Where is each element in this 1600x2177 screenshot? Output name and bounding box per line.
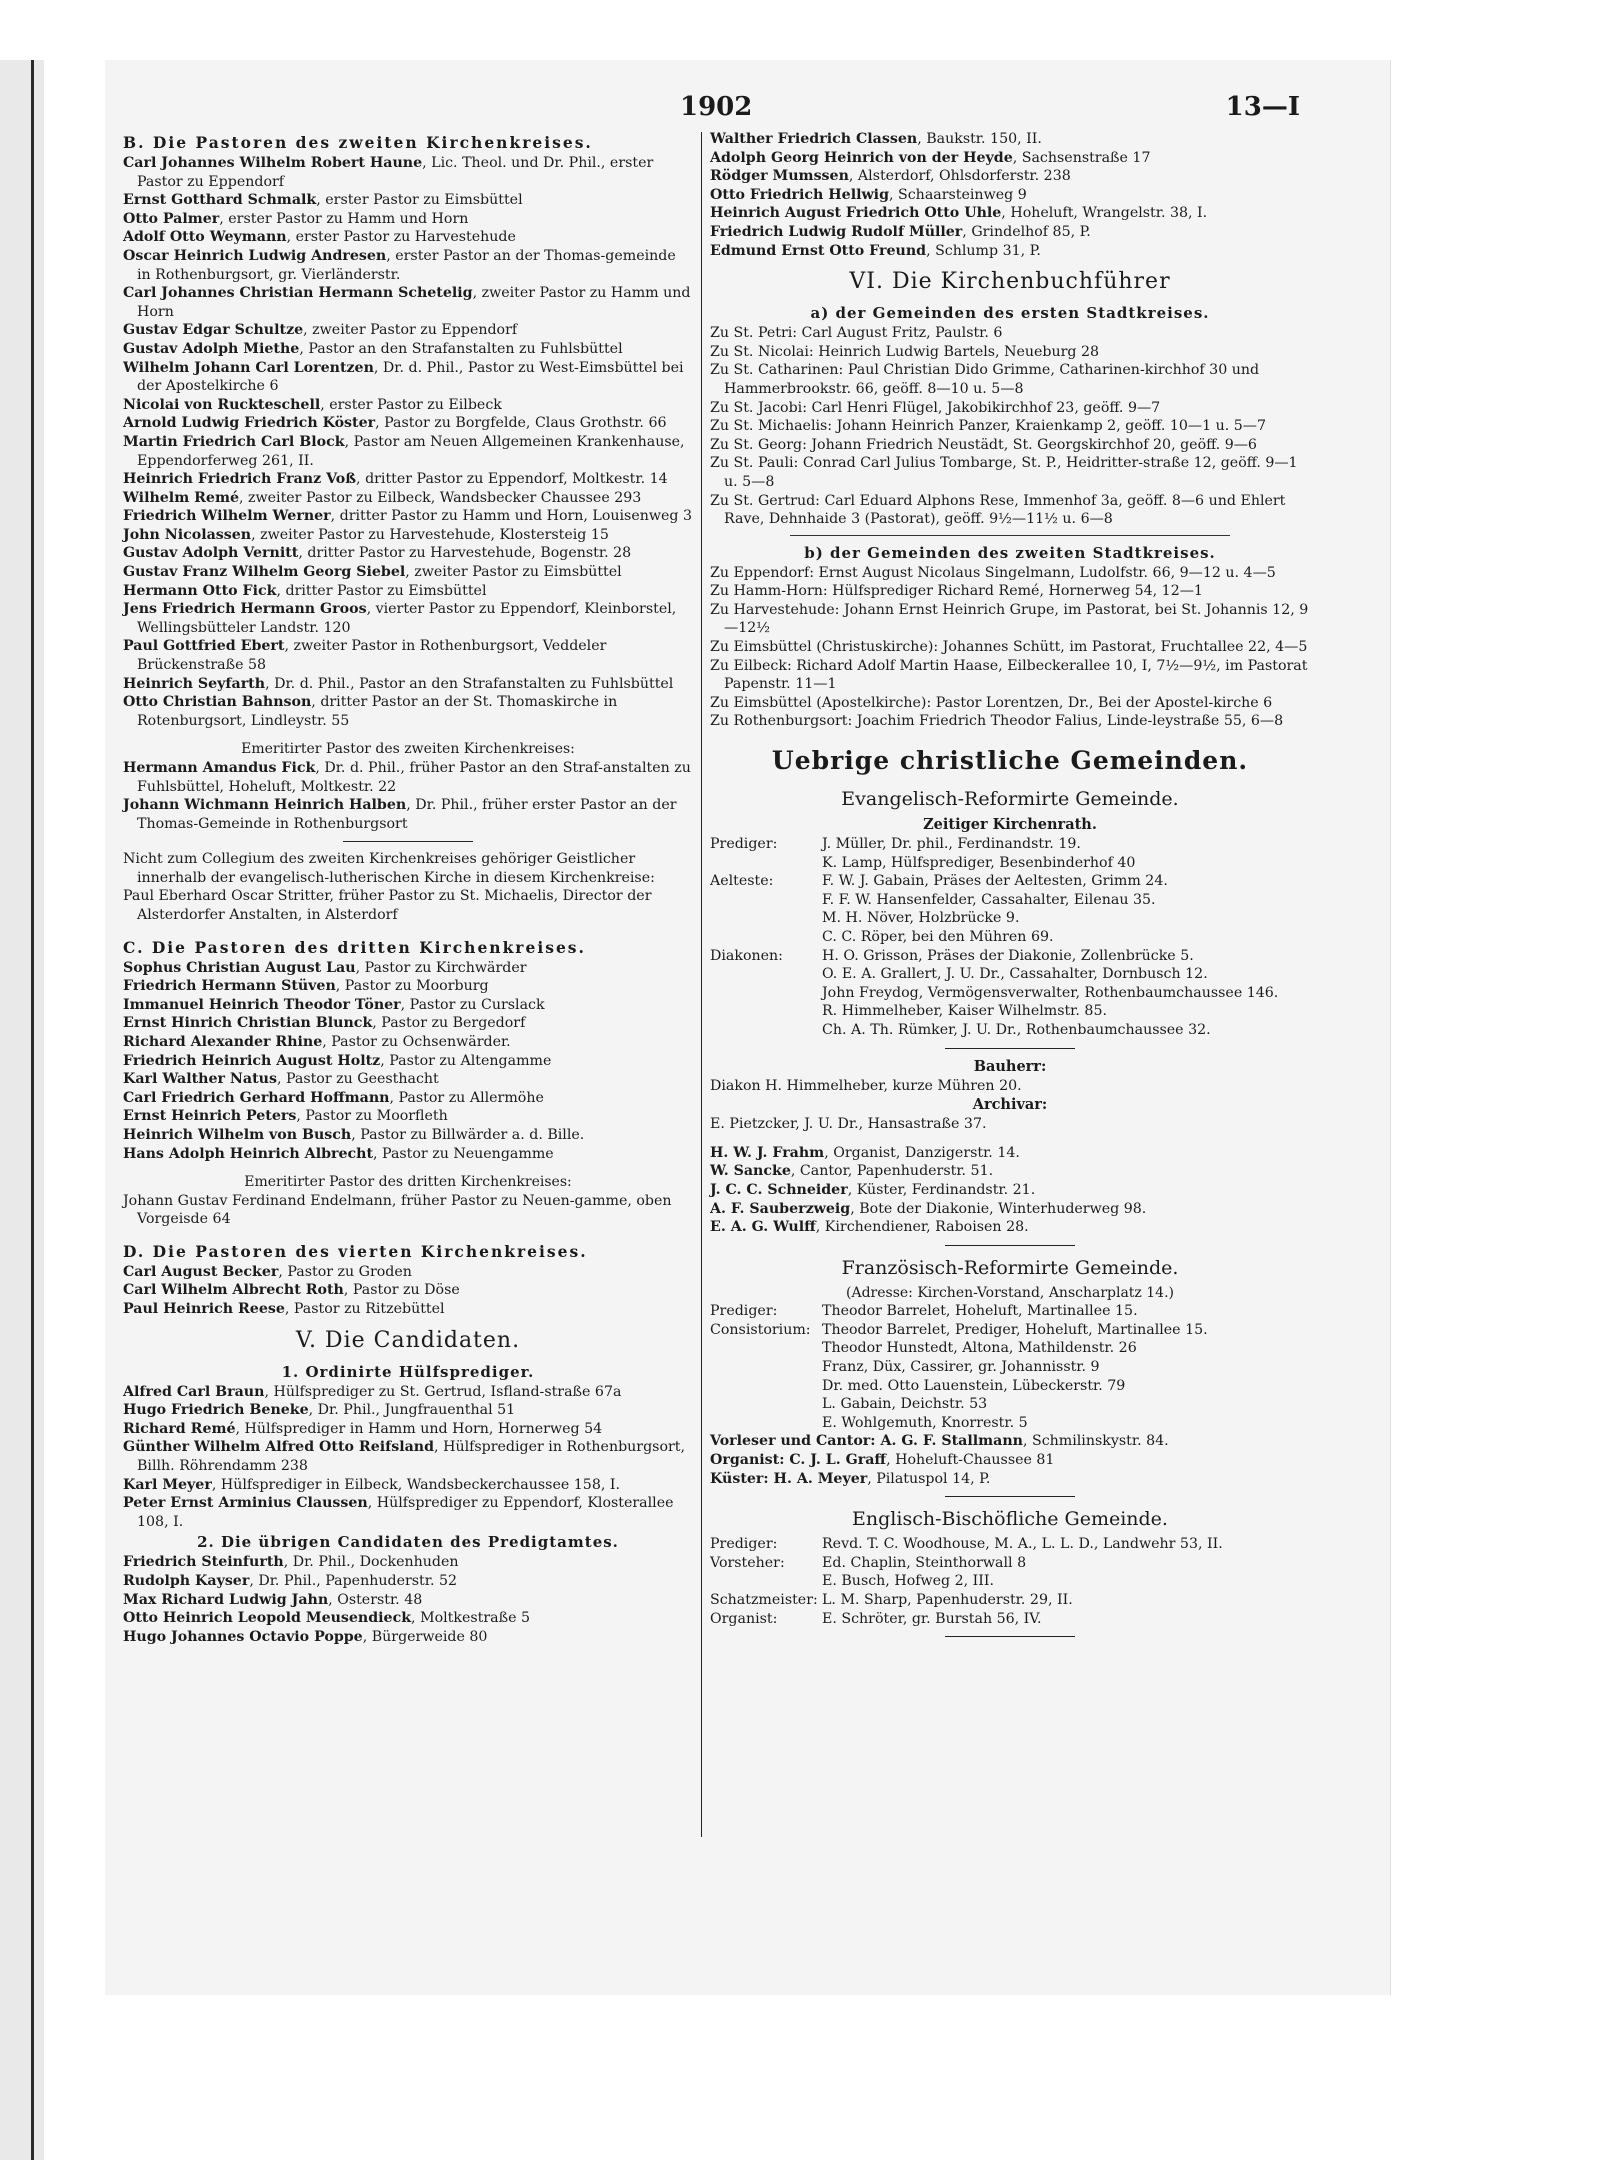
officer-entry: L. M. Sharp, Papenhuderstr. 29, II. — [822, 1591, 1073, 1608]
archivar-entry: E. Pietzcker, J. U. Dr., Hansastraße 37. — [710, 1116, 987, 1133]
document-page — [105, 60, 1391, 1995]
emeritus-c-entry: Johann Gustav Ferdinand Endelmann, früher Pastor zu Neuen-gamme, oben Vorgeisde 64 — [123, 1192, 672, 1228]
list-entry: Edmund Ernst Otto Freund, Schlump 31, P. — [710, 242, 1041, 259]
list-entry: Zu Eimsbüttel (Christuskirche): Johannes Schütt, im Pastorat, Fruchtallee 22, 4—5 — [710, 639, 1308, 656]
list-entry: Heinrich August Friedrich Otto Uhle, Hoheluft, Wrangelstr. 38, I. — [710, 205, 1208, 222]
table-french-consistory — [710, 1302, 1310, 1432]
list-entry: Günther Wilhelm Alfred Otto Reifsland, Hülfsprediger in Rothenburgsort, Billh. Röhrendamm 238 — [123, 1439, 685, 1475]
subheading-first-district: a) der Gemeinden des ersten Stadtkreises. — [810, 304, 1210, 323]
list-entry: Friedrich Steinfurth, Dr. Phil., Dockenhuden — [123, 1554, 459, 1571]
list-entry: Zu St. Michaelis: Johann Heinrich Panzer, Kraienkamp 2, geöff. 10—1 u. 5—7 — [710, 418, 1267, 435]
list-entry: Zu Eppendorf: Ernst August Nicolaus Singelmann, Ludolfstr. 66, 9—12 u. 4—5 — [710, 564, 1276, 581]
officer-row — [710, 835, 1310, 854]
heading-french-reformed: Französisch-Reformirte Gemeinde. — [841, 1256, 1179, 1279]
officer-entry: Theodor Hunstedt, Altona, Mathildenstr. 26 — [822, 1340, 1137, 1357]
officer-row — [710, 1610, 1310, 1629]
list-entry: Wilhelm Remé, zweiter Pastor zu Eilbeck, Wandsbecker Chaussee 293 — [123, 489, 642, 506]
list-entry: Jens Friedrich Hermann Groos, vierter Pastor zu Eppendorf, Kleinborstel, Wellingsbütteler Landstr. 120 — [123, 601, 677, 636]
list-entry: Hermann Otto Fick, dritter Pastor zu Eimsbüttel — [123, 582, 487, 599]
list-candidates-other — [123, 1553, 693, 1646]
right-column — [710, 130, 1310, 1645]
officer-row — [710, 984, 1310, 1003]
officer-entry: M. H. Növer, Holzbrücke 9. — [822, 910, 1020, 927]
list-registrars-second — [710, 564, 1310, 731]
note-b: Nicht zum Collegium des zweiten Kirchenkreises gehöriger Geistlicher innerhalb der evangelisch-lutherischen Kirche in diesem Kirchenkreise: — [123, 851, 655, 886]
officer-entry: K. Lamp, Hülfsprediger, Besenbinderhof 40 — [822, 854, 1136, 871]
emeritus-b-heading: Emeritirter Pastor des zweiten Kirchenkreises: — [241, 741, 575, 758]
list-entry: Ernst Hinrich Christian Blunck, Pastor zu Bergedorf — [123, 1015, 526, 1032]
list-pastors-d — [123, 1263, 693, 1319]
list-entry: Ernst Gotthard Schmalk, erster Pastor zu Eimsbüttel — [123, 192, 523, 209]
officer-entry: F. W. J. Gabain, Präses der Aeltesten, Grimm 24. — [822, 873, 1168, 890]
header-page-number: 13—I — [1225, 92, 1300, 122]
officer-entry: Revd. T. C. Woodhouse, M. A., L. L. D., Landwehr 53, II. — [822, 1536, 1223, 1553]
officer-role — [710, 965, 822, 984]
list-entry: Zu St. Jacobi: Carl Henri Flügel, Jakobikirchhof 23, geöff. 9—7 — [710, 399, 1161, 416]
list-entry: Martin Friedrich Carl Block, Pastor am Neuen Allgemeinen Krankenhause, Eppendorferweg 261, II. — [123, 433, 685, 469]
list-entry: Rödger Mumssen, Alsterdorf, Ohlsdorferstr. 238 — [710, 168, 1071, 185]
list-entry: Adolf Otto Weymann, erster Pastor zu Harvestehude — [123, 229, 516, 246]
officer-row — [710, 1572, 1310, 1591]
list-entry: Immanuel Heinrich Theodor Töner, Pastor zu Curslack — [123, 996, 545, 1013]
officer-entry: C. C. Röper, bei den Mühren 69. — [822, 929, 1054, 945]
list-emeritus-b — [123, 759, 693, 833]
list-continued-candidates — [710, 130, 1310, 260]
list-entry: Richard Alexander Rhine, Pastor zu Ochsenwärder. — [123, 1034, 511, 1051]
list-evangelical-staff — [710, 1144, 1310, 1237]
subheading-second-district: b) der Gemeinden des zweiten Stadtkreises. — [804, 543, 1216, 562]
divider-rule — [945, 1496, 1075, 1497]
list-entry: H. W. J. Frahm, Organist, Danzigerstr. 14. — [710, 1144, 1020, 1161]
heading-english-episcopal: Englisch-Bischöfliche Gemeinde. — [852, 1508, 1168, 1531]
list-entry: Küster: H. A. Meyer, Pilatuspol 14, P. — [710, 1470, 991, 1487]
list-entry: Arnold Ludwig Friedrich Köster, Pastor zu Borgfelde, Claus Grothstr. 66 — [123, 415, 667, 432]
section-heading-c: C. Die Pastoren des dritten Kirchenkreises. — [123, 937, 586, 957]
header-year: 1902 — [680, 92, 753, 122]
officer-entry: J. Müller, Dr. phil., Ferdinandstr. 19. — [822, 836, 1081, 853]
list-entry: Gustav Edgar Schultze, zweiter Pastor zu Eppendorf — [123, 322, 518, 339]
list-entry: Otto Christian Bahnson, dritter Pastor an der St. Thomaskirche in Rotenburgsort, Lindleystr. 55 — [123, 694, 618, 729]
list-entry: Johann Wichmann Heinrich Halben, Dr. Phil., früher erster Pastor an der Thomas-Gemeinde in Rothenburgsort — [123, 797, 677, 832]
officer-row — [710, 1414, 1310, 1433]
officer-entry: E. Schröter, gr. Burstah 56, IV. — [822, 1610, 1042, 1627]
list-entry: Zu St. Catharinen: Paul Christian Dido Grimme, Catharinen-kirchhof 30 und Hammerbrookstr. 66, geöff. 8—10 u. 5—8 — [710, 362, 1260, 397]
officer-role — [710, 928, 822, 947]
emeritus-c-heading: Emeritirter Pastor des dritten Kirchenkreises: — [244, 1174, 572, 1191]
officer-row — [710, 1339, 1310, 1358]
list-entry: Zu Rothenburgsort: Joachim Friedrich Theodor Falius, Linde-leystraße 55, 6—8 — [710, 713, 1284, 730]
list-entry: Gustav Adolph Miethe, Pastor an den Strafanstalten zu Fuhlsbüttel — [123, 340, 623, 357]
divider-rule — [790, 535, 1230, 536]
list-entry: Karl Walther Natus, Pastor zu Geesthacht — [123, 1071, 439, 1088]
scan-edge — [0, 60, 44, 2160]
list-entry: Friedrich Wilhelm Werner, dritter Pastor zu Hamm und Horn, Louisenweg 3 — [123, 508, 693, 525]
list-entry: Carl Johannes Wilhelm Robert Haune, Lic. Theol. und Dr. Phil., erster Pastor zu Eppendorf — [123, 155, 654, 190]
officer-role: Prediger: — [710, 1303, 778, 1320]
list-entry: Carl Johannes Christian Hermann Schetelig, zweiter Pastor zu Hamm und Horn — [123, 285, 691, 320]
list-pastors-b — [123, 154, 693, 730]
officer-role: Consistorium: — [710, 1321, 811, 1338]
list-entry: Zu St. Gertrud: Carl Eduard Alphons Rese, Immenhof 3a, geöff. 8—6 und Ehlert Rave, Dehnhaide 3 (Pastorat), geöff. 9½—11½ u. 6—8 — [710, 492, 1286, 528]
officer-row — [710, 1002, 1310, 1021]
officer-row — [710, 1535, 1310, 1554]
officer-entry: H. O. Grisson, Präses der Diakonie, Zollenbrücke 5. — [822, 947, 1194, 964]
list-entry: Peter Ernst Arminius Claussen, Hülfsprediger zu Eppendorf, Klosterallee 108, I. — [123, 1495, 674, 1530]
list-registrars-first — [710, 324, 1310, 529]
page-header — [105, 92, 1390, 132]
officer-role — [710, 1358, 822, 1377]
divider-rule — [945, 1636, 1075, 1637]
officer-row — [710, 872, 1310, 891]
heading-other-congregations: Uebrige christliche Gemeinden. — [771, 746, 1249, 776]
officer-role: Schatzmeister: — [710, 1591, 818, 1608]
officer-row — [710, 1358, 1310, 1377]
bauherr-entry: Diakon H. Himmelheber, kurze Mühren 20. — [710, 1077, 1022, 1094]
heading-evangelical-reformed: Evangelisch-Reformirte Gemeinde. — [841, 788, 1179, 811]
list-pastors-c — [123, 959, 693, 1164]
officer-row — [710, 1377, 1310, 1396]
officer-row — [710, 909, 1310, 928]
list-entry: Hugo Johannes Octavio Poppe, Bürgerweide 80 — [123, 1628, 488, 1645]
officer-entry: John Freydog, Vermögensverwalter, Rothenbaumchaussee 146. — [822, 984, 1279, 1001]
officer-role — [710, 1572, 822, 1591]
list-entry: Vorleser und Cantor: A. G. F. Stallmann, Schmilinskystr. 84. — [710, 1433, 1169, 1450]
list-entry: Wilhelm Johann Carl Lorentzen, Dr. d. Phil., Pastor zu West-Eimsbüttel bei der Apostelkirche 6 — [123, 359, 684, 395]
list-entry: Alfred Carl Braun, Hülfsprediger zu St. Gertrud, Isfland-straße 67a — [123, 1383, 622, 1400]
officer-role — [710, 854, 822, 873]
list-entry: Adolph Georg Heinrich von der Heyde, Sachsenstraße 17 — [710, 149, 1151, 166]
officer-row — [710, 1302, 1310, 1321]
officer-role — [710, 909, 822, 928]
officer-role: Prediger: — [710, 1536, 778, 1553]
list-entry: Organist: C. J. L. Graff, Hoheluft-Chaussee 81 — [710, 1451, 1055, 1468]
list-entry: Carl Friedrich Gerhard Hoffmann, Pastor zu Allermöhe — [123, 1089, 544, 1106]
officer-role — [710, 1377, 822, 1396]
list-entry: Zu Harvestehude: Johann Ernst Heinrich Grupe, im Pastorat, bei St. Johannis 12, 9—12½ — [710, 601, 1309, 637]
list-entry: Rudolph Kayser, Dr. Phil., Papenhuderstr. 52 — [123, 1573, 458, 1589]
section-heading-vi: VI. Die Kirchenbuchführer — [849, 269, 1171, 295]
list-entry: Friedrich Heinrich August Holtz, Pastor zu Altengamme — [123, 1052, 552, 1069]
officer-row — [710, 1554, 1310, 1573]
officer-entry: E. Busch, Hofweg 2, III. — [822, 1573, 994, 1590]
list-entry: Hans Adolph Heinrich Albrecht, Pastor zu Neuengamme — [123, 1145, 554, 1162]
divider-rule — [945, 1048, 1075, 1049]
officer-role — [710, 1414, 822, 1433]
officer-row — [710, 854, 1310, 873]
officer-entry: Franz, Düx, Cassirer, gr. Johannisstr. 9 — [822, 1359, 1100, 1375]
officer-entry: Theodor Barrelet, Hoheluft, Martinallee 15. — [822, 1303, 1138, 1320]
section-heading-v: V. Die Candidaten. — [295, 1327, 521, 1353]
officer-role: Prediger: — [710, 836, 778, 853]
subheading-church-council: Zeitiger Kirchenrath. — [923, 816, 1097, 834]
officer-entry: L. Gabain, Deichstr. 53 — [822, 1396, 988, 1413]
list-entry: Otto Palmer, erster Pastor zu Hamm und Horn — [123, 210, 469, 227]
list-entry: Friedrich Hermann Stüven, Pastor zu Moorburg — [123, 978, 489, 995]
list-entry: Zu Eilbeck: Richard Adolf Martin Haase, Eilbeckerallee 10, I, 7½—9½, im Pastorat Papenstr. 11—1 — [710, 657, 1308, 693]
list-entry: E. A. G. Wulff, Kirchendiener, Raboisen 28. — [710, 1219, 1029, 1236]
list-entry: Zu Eimsbüttel (Apostelkirche): Pastor Lorentzen, Dr., Bei der Apostel-kirche 6 — [710, 694, 1273, 711]
list-entry: Heinrich Wilhelm von Busch, Pastor zu Billwärder a. d. Bille. — [123, 1127, 585, 1143]
officer-entry: Dr. med. Otto Lauenstein, Lübeckerstr. 79 — [822, 1377, 1126, 1394]
column-divider — [701, 132, 702, 1837]
officer-role: Vorsteher: — [710, 1554, 785, 1571]
list-candidates-ordained — [123, 1383, 693, 1532]
subheading-other-candidates: 2. Die übrigen Candidaten des Predigtamtes. — [197, 1533, 619, 1552]
officer-entry: O. E. A. Grallert, J. U. Dr., Cassahalter, Dornbusch 12. — [822, 966, 1208, 983]
officer-entry: Ch. A. Th. Rümker, J. U. Dr., Rothenbaumchaussee 32. — [822, 1021, 1211, 1038]
list-entry: Carl August Becker, Pastor zu Groden — [123, 1263, 412, 1280]
officer-row — [710, 947, 1310, 966]
officer-row — [710, 965, 1310, 984]
table-english-officers — [710, 1535, 1310, 1628]
list-entry: Nicolai von Ruckteschell, erster Pastor zu Eilbeck — [123, 396, 502, 413]
list-entry: Karl Meyer, Hülfsprediger in Eilbeck, Wandsbeckerchaussee 158, I. — [123, 1476, 620, 1493]
officer-entry: R. Himmelheber, Kaiser Wilhelmstr. 85. — [822, 1003, 1107, 1020]
list-entry: Ernst Heinrich Peters, Pastor zu Moorfleth — [123, 1108, 448, 1125]
list-entry: Zu St. Nicolai: Heinrich Ludwig Bartels, Neueburg 28 — [710, 343, 1100, 360]
officer-role — [710, 1339, 822, 1358]
list-entry: Paul Gottfried Ebert, zweiter Pastor in Rothenburgsort, Veddeler Brückenstraße 58 — [123, 638, 607, 674]
list-entry: Zu St. Pauli: Conrad Carl Julius Tombarge, St. P., Heidritter-straße 12, geöff. 9—1 u. 5—8 — [710, 455, 1298, 490]
list-entry: Heinrich Friedrich Franz Voß, dritter Pastor zu Eppendorf, Moltkestr. 14 — [123, 471, 668, 488]
officer-row — [710, 928, 1310, 947]
heading-bauherr: Bauherr: — [973, 1057, 1047, 1075]
officer-role — [710, 1395, 822, 1414]
list-entry: Hermann Amandus Fick, Dr. d. Phil., früher Pastor an den Straf-anstalten zu Fuhlsbüttel, Hoheluft, Moltkestr. 22 — [123, 759, 691, 795]
list-entry: Heinrich Seyfarth, Dr. d. Phil., Pastor an den Strafanstalten zu Fuhlsbüttel — [123, 675, 674, 692]
section-heading-d: D. Die Pastoren des vierten Kirchenkreises. — [123, 1241, 588, 1261]
officer-row — [710, 1395, 1310, 1414]
officer-row — [710, 1591, 1310, 1610]
list-entry: Gustav Franz Wilhelm Georg Siebel, zweiter Pastor zu Eimsbüttel — [123, 564, 622, 581]
list-entry: Sophus Christian August Lau, Pastor zu Kirchwärder — [123, 959, 527, 976]
table-evangelical-council — [710, 835, 1310, 1040]
officer-row — [710, 1021, 1310, 1040]
list-entry: Friedrich Ludwig Rudolf Müller, Grindelhof 85, P. — [710, 223, 1091, 240]
list-entry: Zu St. Georg: Johann Friedrich Neustädt, St. Georgskirchhof 20, geöff. 9—6 — [710, 436, 1257, 453]
officer-role — [710, 891, 822, 910]
list-entry: Zu St. Petri: Carl August Fritz, Paulstr. 6 — [710, 325, 1003, 342]
list-entry: J. C. C. Schneider, Küster, Ferdinandstr. 21. — [710, 1181, 1036, 1198]
officer-entry: F. F. W. Hansenfelder, Cassahalter, Eilenau 35. — [822, 891, 1156, 908]
list-entry: Max Richard Ludwig Jahn, Osterstr. 48 — [123, 1591, 423, 1608]
list-entry: Otto Friedrich Hellwig, Schaarsteinweg 9 — [710, 186, 1027, 203]
scan-binding-line — [31, 60, 34, 2160]
officer-role: Aelteste: — [710, 873, 774, 890]
list-entry: Zu Hamm-Horn: Hülfsprediger Richard Remé, Hornerweg 54, 12—1 — [710, 583, 1203, 600]
french-address: (Adresse: Kirchen-Vorstand, Anscharplatz 14.) — [846, 1284, 1174, 1301]
list-entry: John Nicolassen, zweiter Pastor zu Harvestehude, Klostersteig 15 — [123, 526, 609, 543]
list-french-staff — [710, 1432, 1310, 1488]
subheading-ordained: 1. Ordinirte Hülfsprediger. — [281, 1362, 535, 1381]
officer-role: Organist: — [710, 1610, 778, 1627]
officer-entry: Ed. Chaplin, Steinthorwall 8 — [822, 1554, 1027, 1571]
list-entry: Carl Wilhelm Albrecht Roth, Pastor zu Döse — [123, 1282, 460, 1299]
list-entry: Walther Friedrich Classen, Baukstr. 150, II. — [710, 131, 1042, 147]
officer-role — [710, 1002, 822, 1021]
officer-entry: E. Wohlgemuth, Knorrestr. 5 — [822, 1414, 1028, 1431]
list-entry: Paul Heinrich Reese, Pastor zu Ritzebüttel — [123, 1301, 445, 1318]
section-heading-b: B. Die Pastoren des zweiten Kirchenkreises. — [123, 133, 593, 152]
officer-row — [710, 891, 1310, 910]
officer-role — [710, 984, 822, 1003]
officer-row — [710, 1321, 1310, 1340]
note-b-entry: Paul Eberhard Oscar Stritter, früher Pastor zu St. Michaelis, Director der Alsterdorfer Anstalten, in Alsterdorf — [123, 888, 652, 924]
heading-archivar: Archivar: — [972, 1096, 1048, 1114]
list-entry: Richard Remé, Hülfsprediger in Hamm und Horn, Hornerweg 54 — [123, 1420, 603, 1437]
list-entry: A. F. Sauberzweig, Bote der Diakonie, Winterhuderweg 98. — [710, 1200, 1147, 1217]
divider-rule — [945, 1245, 1075, 1246]
officer-entry: Theodor Barrelet, Prediger, Hoheluft, Martinallee 15. — [822, 1321, 1208, 1338]
officer-role: Diakonen: — [710, 947, 783, 964]
officer-role — [710, 1021, 822, 1040]
left-column — [123, 130, 693, 1646]
list-entry: Oscar Heinrich Ludwig Andresen, erster Pastor an der Thomas-gemeinde in Rothenburgsort, gr. Vierländerstr. — [123, 247, 676, 283]
list-entry: W. Sancke, Cantor, Papenhuderstr. 51. — [710, 1163, 994, 1180]
list-entry: Hugo Friedrich Beneke, Dr. Phil., Jungfrauenthal 51 — [123, 1402, 516, 1419]
divider-rule — [343, 841, 473, 842]
list-entry: Otto Heinrich Leopold Meusendieck, Moltkestraße 5 — [123, 1610, 530, 1627]
list-entry: Gustav Adolph Vernitt, dritter Pastor zu Harvestehude, Bogenstr. 28 — [123, 545, 632, 562]
